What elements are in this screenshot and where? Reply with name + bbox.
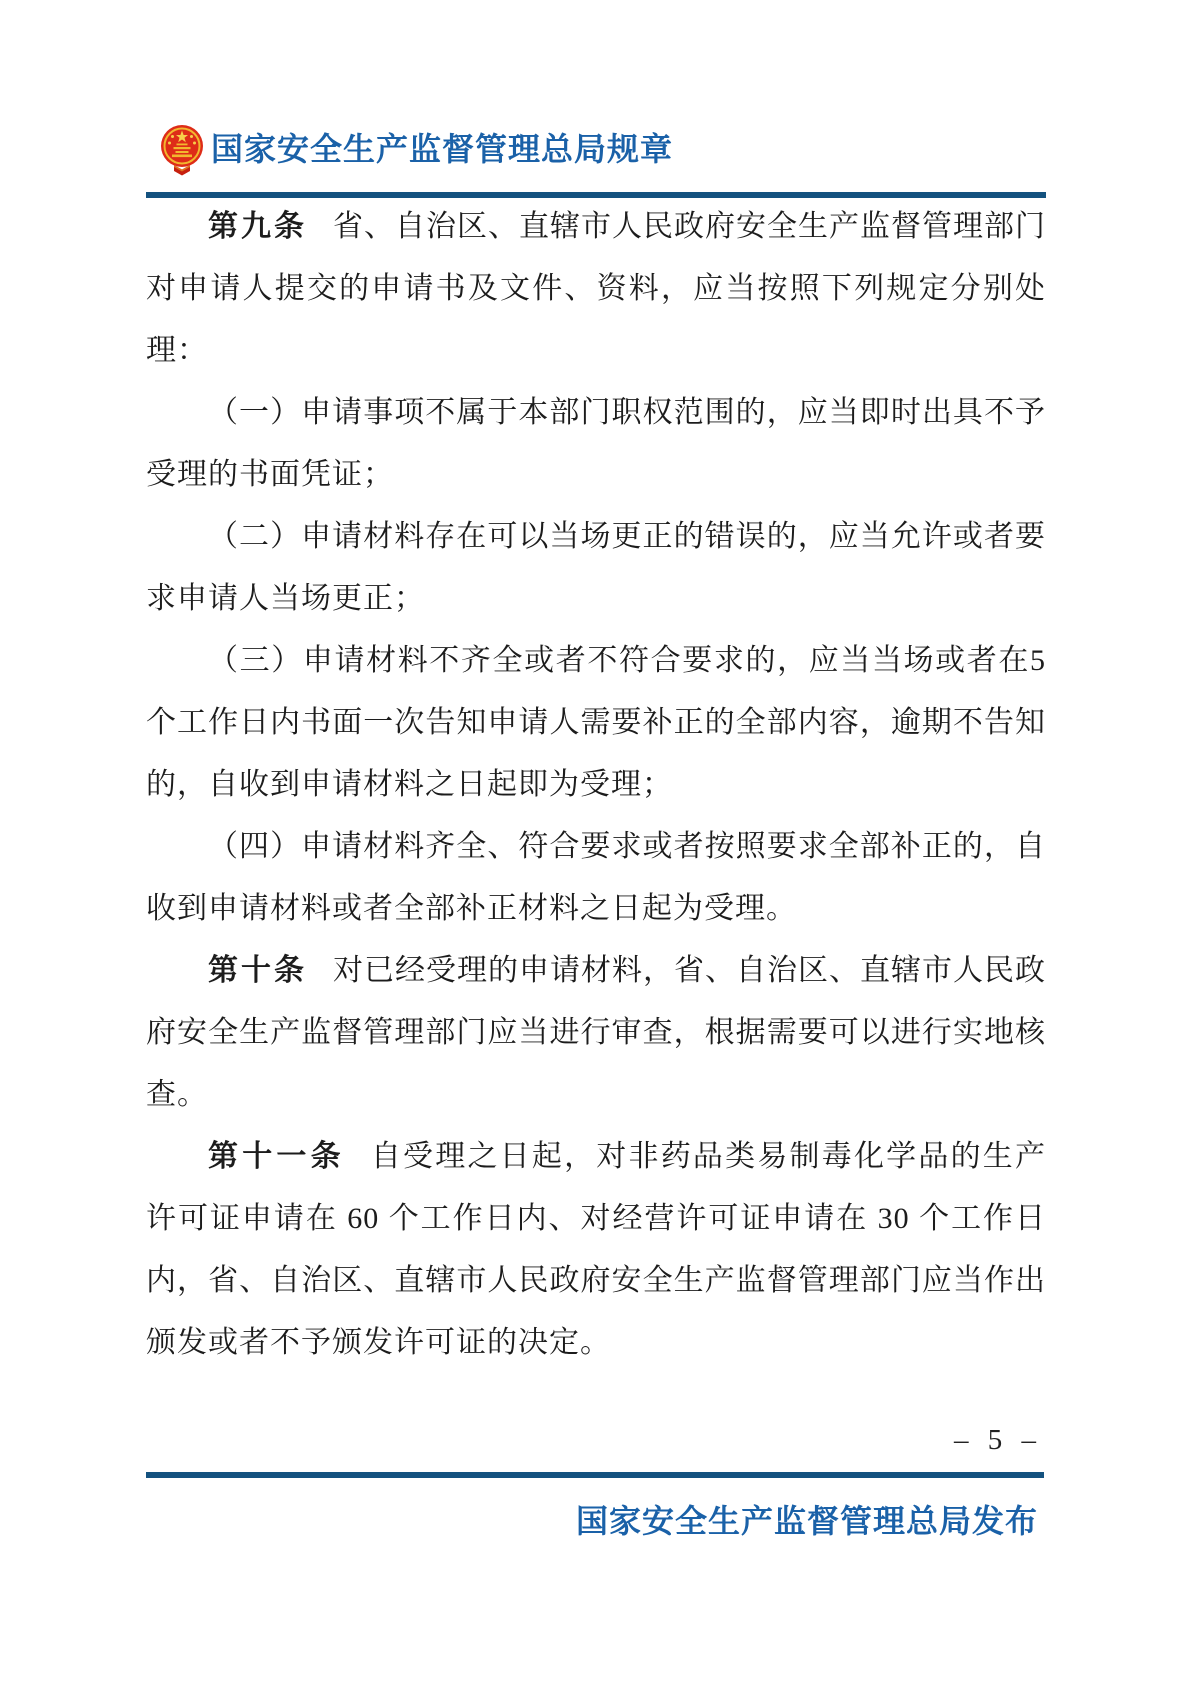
footer-divider	[146, 1472, 1044, 1478]
paragraph-item-3	[146, 630, 1046, 816]
header-title: 国家安全生产监督管理总局规章	[211, 131, 674, 167]
document-header	[160, 122, 673, 176]
china-national-emblem-icon	[160, 122, 204, 176]
document-body	[146, 196, 1046, 1374]
article-number: 第十一条	[208, 1140, 345, 1173]
paragraph-item-1	[146, 382, 1046, 506]
paragraph-article-11	[146, 1126, 1046, 1374]
paragraph-text: （四）申请材料齐全、符合要求或者按照要求全部补正的，自收到申请材料或者全部补正材料之日起为受理。	[146, 830, 1046, 925]
paragraph-item-4	[146, 816, 1046, 940]
paragraph-text: 对已经受理的申请材料，省、自治区、直辖市人民政府安全生产监督管理部门应当进行审查，根据需要可以进行实地核查。	[146, 954, 1046, 1111]
footer-publisher: 国家安全生产监督管理总局发布	[575, 1503, 1038, 1539]
article-number: 第九条	[208, 210, 307, 243]
paragraph-item-2	[146, 506, 1046, 630]
paragraph-article-9	[146, 196, 1046, 382]
page-number: – 5 –	[954, 1424, 1042, 1456]
paragraph-article-10	[146, 940, 1046, 1126]
article-number: 第十条	[208, 954, 307, 987]
paragraph-text: （二）申请材料存在可以当场更正的错误的，应当允许或者要求申请人当场更正；	[146, 520, 1046, 615]
paragraph-text: 省、自治区、直辖市人民政府安全生产监督管理部门对申请人提交的申请书及文件、资料，应当按照下列规定分别处理：	[146, 210, 1046, 367]
paragraph-text: （一）申请事项不属于本部门职权范围的，应当即时出具不予受理的书面凭证；	[146, 396, 1046, 491]
paragraph-text: （三）申请材料不齐全或者不符合要求的，应当当场或者在5 个工作日内书面一次告知申请人需要补正的全部内容，逾期不告知的，自收到申请材料之日起即为受理；	[146, 644, 1046, 801]
paragraph-text: 自受理之日起，对非药品类易制毒化学品的生产许可证申请在 60 个工作日内、对经营许可证申请在 30 个工作日内，省、自治区、直辖市人民政府安全生产监督管理部门应当作出颁发或者不予颁发许可证的决定。	[146, 1140, 1047, 1359]
